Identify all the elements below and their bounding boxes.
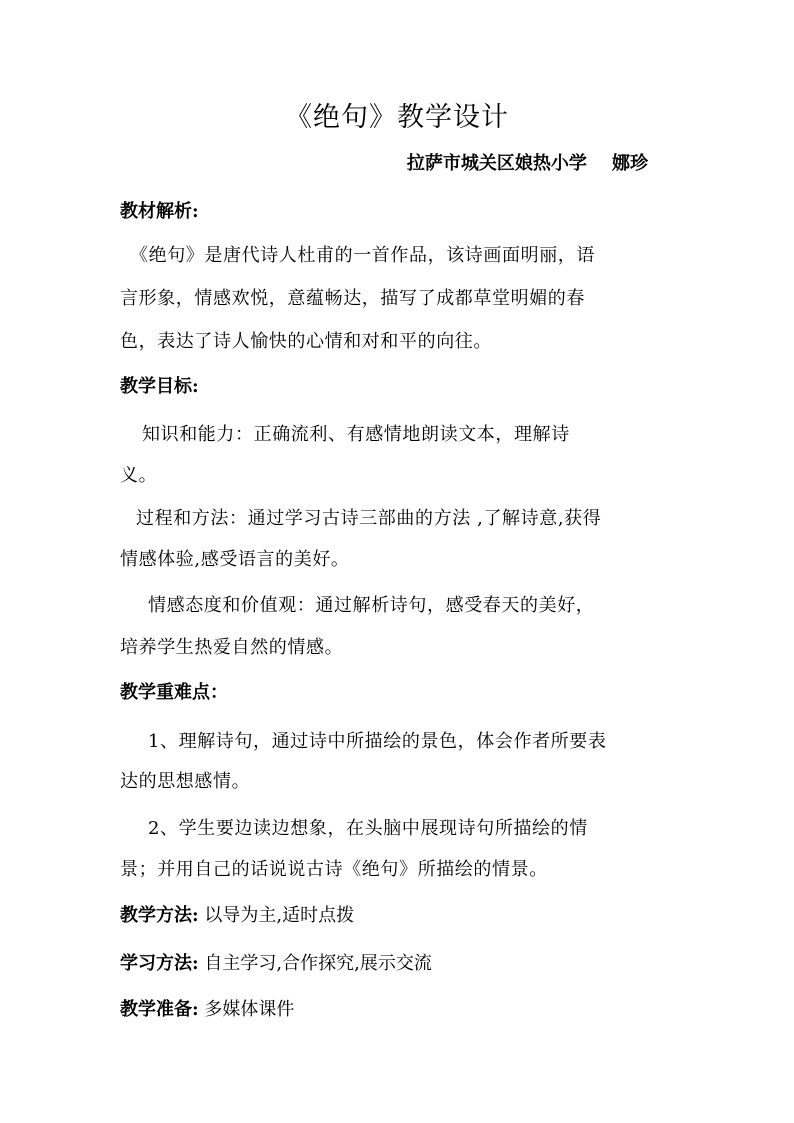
goals-heading: 教学目标:	[120, 376, 199, 397]
learning-value: 自主学习,合作探究,展示交流	[198, 953, 432, 974]
method-value: 以导为主,适时点拨	[198, 905, 355, 926]
goals-knowledge-line-2: 义。	[120, 465, 158, 486]
analysis-line-1: 《绝句》是唐代诗人杜甫的一首作品，该诗画面明丽，语	[130, 245, 595, 266]
prep-value: 多媒体课件	[198, 999, 295, 1020]
goals-process-line-2: 情感体验,感受语言的美好。	[120, 549, 350, 570]
key-point1-line-1: 1、理解诗句，通过诗中所描绘的景色，体会作者所要表	[148, 731, 607, 752]
goals-emotion-line-1: 情感态度和价值观：通过解析诗句，感受春天的美好，	[148, 595, 595, 616]
method-heading: 教学方法:	[120, 905, 199, 926]
goals-knowledge-line-1: 知识和能力：正确流利、有感情地朗读文本，理解诗	[142, 424, 570, 445]
prep-row	[120, 996, 294, 1024]
author-line: 拉萨市城关区娘热小学 娜珍	[406, 153, 648, 174]
goals-process-line-1: 过程和方法：通过学习古诗三部曲的方法 ,了解诗意,获得	[136, 508, 602, 529]
page-title: 《绝句》教学设计	[285, 102, 509, 133]
method-row	[120, 902, 354, 930]
analysis-line-2: 言形象，情感欢悦，意蕴畅达，描写了成都草堂明媚的春	[120, 288, 585, 309]
key-point2-line-2: 景；并用自己的话说说古诗《绝句》所描绘的情景。	[120, 859, 548, 880]
analysis-line-3: 色，表达了诗人愉快的心情和对和平的向往。	[120, 331, 492, 352]
key-point1-line-2: 达的思想感情。	[120, 771, 251, 792]
analysis-heading: 教材解析:	[120, 201, 199, 222]
key-point2-line-1: 2、学生要边读边想象，在头脑中展现诗句所描绘的情	[148, 818, 588, 839]
learning-row	[120, 950, 432, 978]
prep-heading: 教学准备:	[120, 999, 199, 1020]
goals-emotion-line-2: 培养学生热爱自然的情感。	[120, 637, 344, 658]
key-points-heading: 教学重难点：	[120, 682, 228, 703]
learning-heading: 学习方法:	[120, 953, 199, 974]
